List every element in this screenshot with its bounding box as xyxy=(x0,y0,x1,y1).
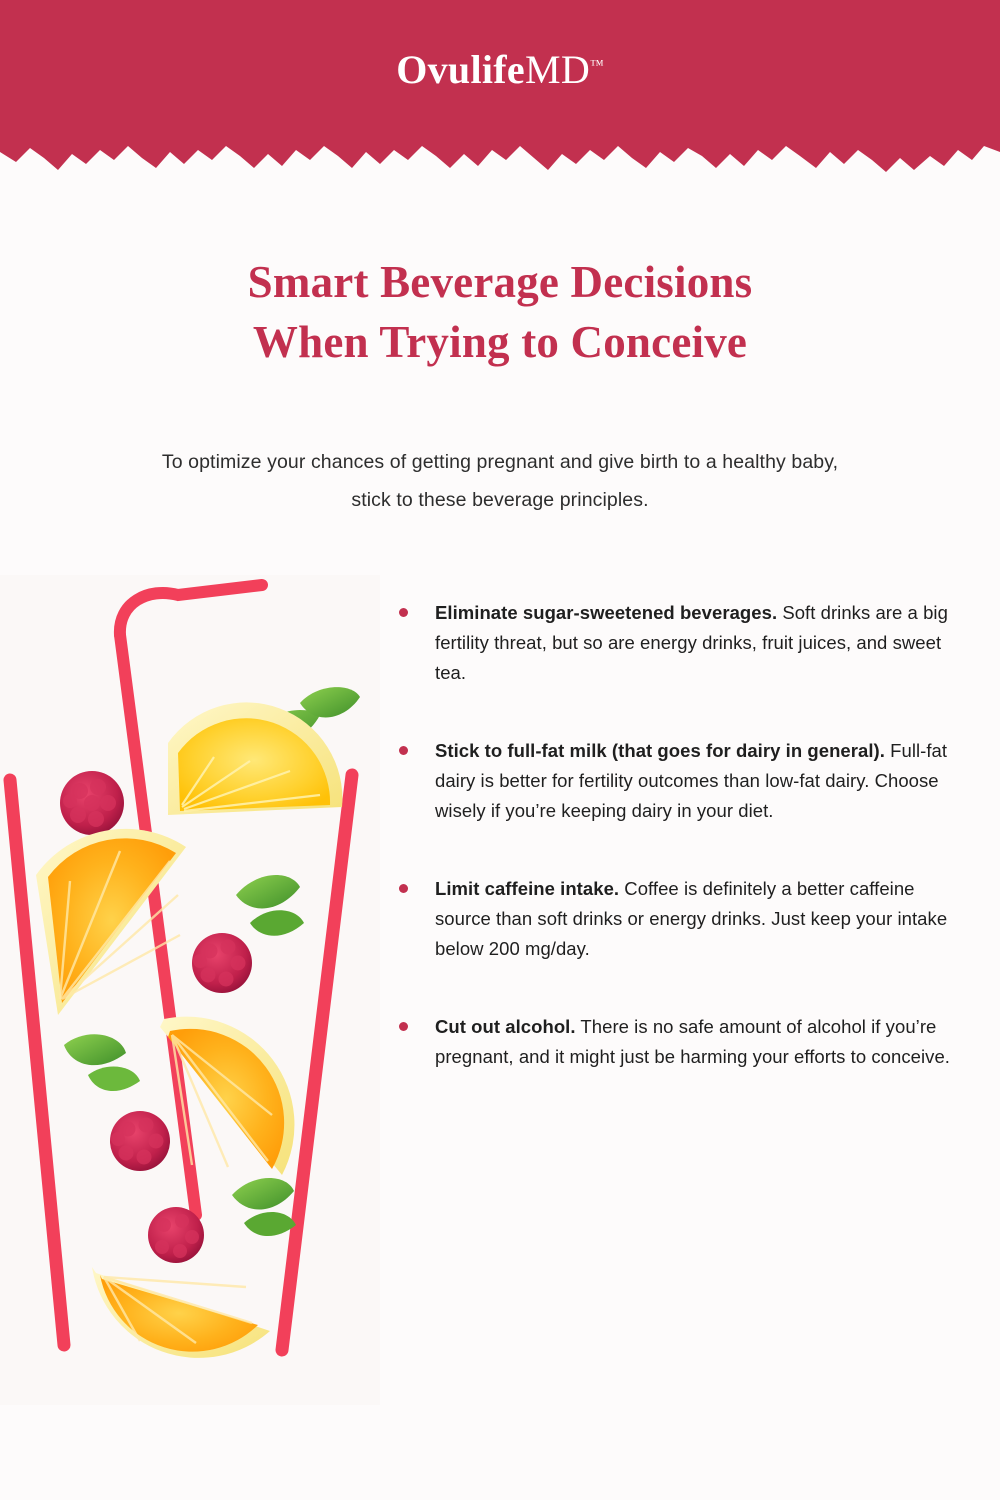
list-item xyxy=(395,598,965,688)
page-title-line-1: Smart Beverage Decisions xyxy=(247,257,753,307)
torn-paper-banner-shape xyxy=(0,0,1000,205)
raspberry-icon xyxy=(60,771,124,835)
header-banner xyxy=(0,0,1000,205)
raspberry-icon xyxy=(148,1207,204,1263)
trademark-symbol: ™ xyxy=(590,58,604,73)
raspberry-icon xyxy=(110,1111,170,1171)
list-item-body: Soft drinks are a big fertility threat, but so are energy drinks, fruit juices, and sweet tea. xyxy=(435,602,948,683)
bullet-dot-icon xyxy=(399,884,408,893)
list-item xyxy=(395,736,965,826)
page-subtitle: To optimize your chances of getting pregnant and give birth to a healthy baby, stick to these beverage principles. xyxy=(161,451,839,512)
brand-name-primary: Ovulife xyxy=(396,47,525,92)
list-item-body: Full-fat dairy is better for fertility outcomes than low-fat dairy. Choose wisely if you’re keeping dairy in your diet. xyxy=(435,739,948,821)
citrus-raspberry-mint-straws-photo xyxy=(0,575,380,1405)
bullet-dot-icon xyxy=(399,746,408,755)
brand-name-secondary: MD xyxy=(524,47,591,92)
raspberry-icon xyxy=(192,933,252,993)
list-item-body: Coffee is definitely a better caffeine source than soft drinks or energy drinks. Just keep your intake below 200 mg/day. xyxy=(435,877,948,959)
page-title-line-2: When Trying to Conceive xyxy=(252,316,748,367)
list-item xyxy=(395,1012,965,1072)
page-title xyxy=(100,253,900,373)
list-item-lead: Stick to full-fat milk (that goes for dairy in general). xyxy=(435,739,885,761)
list-item-lead: Limit caffeine intake. xyxy=(435,877,620,899)
bullet-dot-icon xyxy=(399,608,408,617)
list-item-lead: Cut out alcohol. xyxy=(435,1015,576,1037)
list-item-body: There is no safe amount of alcohol if you’re pregnant, and it might just be harming your efforts to conceive. xyxy=(435,1015,950,1067)
list-item-lead: Eliminate sugar-sweetened beverages. xyxy=(435,602,778,623)
brand-logo xyxy=(0,46,1000,93)
list-item xyxy=(395,874,965,964)
beverage-principles-list xyxy=(395,598,965,1072)
bullet-dot-icon xyxy=(399,1022,408,1031)
